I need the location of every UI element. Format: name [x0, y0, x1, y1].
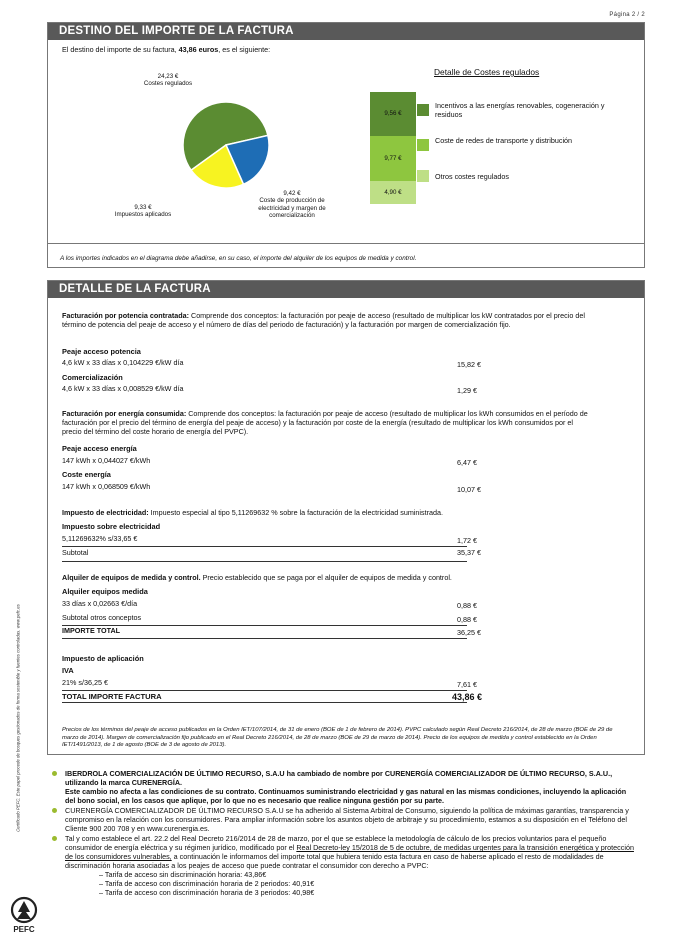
detalle-footnote: Precios de los términos del peaje de acceso publicados en la Orden IET/107/2014, de 31 de enero (BOE de 1 de febrero de 2014). PVPC calculado según Real Decreto 216/2014, de 28 de marzo (BOE de 29 de marzo de 2014). Margen de comercialización fijo publicado en el Real Decreto 216/2014, de 28 de marzo (BOE de 29 de marzo de 2014). Precio de los equipos de medida y control establecido en la Orden IET/1491/2013, de 1 de agosto (BOE de 3 de agosto de 2013). [62, 727, 613, 749]
legend-swatch-redes [417, 139, 429, 151]
stack-segment-otros [370, 181, 416, 204]
importe-total-amount: 36,25 € [457, 628, 481, 637]
iva-heading: IVA [62, 666, 74, 675]
legend-item-otros: Otros costes regulados [435, 172, 509, 181]
bullet-icon [52, 771, 57, 776]
stack-value-label: 9,77 € [384, 154, 402, 162]
impuesto-electricidad-heading: Impuesto sobre electricidad [62, 522, 161, 531]
notices-list [48, 769, 638, 898]
stack-value-label: 9,56 € [384, 110, 402, 118]
pie-label-coste-produccion: 9,42 € Coste de producción de electricidad y margen de comercialización [258, 190, 326, 219]
coste-energia-amount: 10,07 € [457, 485, 481, 494]
destino-section [47, 22, 645, 268]
alquiler-description: Alquiler de equipos de medida y control. Precio establecido que se paga por el alquiler de equipos de medida y control. [62, 573, 452, 582]
potencia-description: Facturación por potencia contratada: Comprende dos conceptos: la facturación por peaje de acceso (resultado de multiplicar los kW contratados por el precio del término de potencia del peaje de acceso y el número de días del periodo de facturación) y la facturación por margen de comercialización fijo. [62, 311, 585, 329]
real-decreto-link[interactable]: Real Decreto-ley 15/2018 de 5 de octubre, de medidas urgentes para la transición energética y protección de los consumidores vulnerables, [65, 843, 634, 861]
pie-label-costes-regulados: 24,23 € Costes regulados [143, 73, 193, 88]
peaje-energia-heading: Peaje acceso energía [62, 444, 137, 453]
subtotal-label: Subtotal [62, 548, 89, 557]
peaje-potencia-calc: 4,6 kW x 33 días x 0,104229 €/kW día [62, 358, 184, 367]
notice-arbitraje: CURENERGÍA COMERCIALIZADOR DE ÚLTIMO RECURSO S.A.U se ha adherido al Sistema Arbitral de Consumo, siguiendo la política de máximas garantías, transparencia y compromiso en la relación con los consumidores. Para ampliar información sobre los asuntos objeto de arbitraje y su procedimiento, estamos a su disposición en el Teléfono del Cliente 900 200 708 y en www.curenergia.es. [48, 806, 638, 833]
peaje-potencia-heading: Peaje acceso potencia [62, 347, 141, 356]
total-factura-underline [62, 702, 467, 703]
stacked-bar [370, 92, 416, 204]
legend-swatch-otros [417, 170, 429, 182]
coste-energia-heading: Coste energía [62, 470, 111, 479]
detalle-title: DETALLE DE LA FACTURA [48, 281, 644, 298]
iva-calc: 21% s/36,25 € [62, 678, 108, 687]
comercializacion-heading: Comercialización [62, 373, 123, 382]
tarifa-sin-discriminacion: – Tarifa de acceso sin discriminación horaria: 43,86€ [99, 870, 267, 879]
total-factura-label: TOTAL IMPORTE FACTURA [62, 692, 162, 701]
alquiler-equipos-amount: 0,88 € [457, 601, 477, 610]
energia-description: Facturación por energía consumida: Comprende dos conceptos: la facturación por peaje de acceso (resultado de multiplicar los kWh consumidos en el período de facturación por el precio del término de energía del peaje de acceso) y la facturación por coste de la energía (resultado de multiplicar los kWh consumidos por el precio del término del coste horario de energía del PVPC). [62, 409, 588, 436]
pefc-logo [7, 895, 41, 937]
iva-amount: 7,61 € [457, 680, 477, 689]
total-factura-amount: 43,86 € [452, 692, 483, 702]
destino-footnote: A los importes indicados en el diagrama debe añadirse, en su caso, el importe del alquiler de los equipos de medida y control. [60, 255, 417, 262]
peaje-potencia-amount: 15,82 € [457, 360, 481, 369]
importe-total-underline [62, 638, 467, 639]
stack-segment-incentivos [370, 92, 416, 136]
destino-intro: El destino del importe de su factura, 43,86 euros, es el siguiente: [62, 45, 271, 54]
subtotal-amount: 35,37 € [457, 548, 481, 557]
subtotal-rule [62, 546, 467, 547]
svg-text:PEFC: PEFC [13, 925, 35, 934]
peaje-energia-amount: 6,47 € [457, 458, 477, 467]
total-factura-rule [62, 690, 467, 691]
importe-total-rule [62, 625, 467, 626]
pie-label-impuestos: 9,33 € Impuestos aplicados [114, 204, 172, 219]
comercializacion-amount: 1,29 € [457, 386, 477, 395]
subtotal-otros-label: Subtotal otros conceptos [62, 613, 142, 622]
destino-divider [48, 243, 644, 244]
alquiler-equipos-heading: Alquiler equipos medida [62, 587, 148, 596]
importe-total-label: IMPORTE TOTAL [62, 626, 121, 635]
stack-segment-redes [370, 136, 416, 181]
tarifas-list [65, 870, 638, 897]
tarifa-2-periodos: – Tarifa de acceso con discriminación horaria de 2 periodos: 40,91€ [99, 879, 315, 888]
legend-item-incentivos: Incentivos a las energías renovables, cogeneración y residuos [435, 101, 605, 119]
stack-value-label: 4,90 € [384, 188, 402, 196]
subtotal-underline [62, 561, 467, 562]
coste-energia-calc: 147 kWh x 0,068509 €/kWh [62, 482, 151, 491]
comercializacion-calc: 4,6 kW x 33 días x 0,008529 €/kW día [62, 384, 184, 393]
legend-item-redes: Coste de redes de transporte y distribución [435, 136, 573, 145]
impuesto-aplicacion-heading: Impuesto de aplicación [62, 654, 144, 663]
impuesto-electricidad-calc: 5,11269632% s/33,65 € [62, 534, 138, 543]
destino-title: DESTINO DEL IMPORTE DE LA FACTURA [48, 23, 644, 40]
detalle-costes-title: Detalle de Costes regulados [434, 67, 540, 77]
notice-pvpc: Tal y como establece el art. 22.2 del Real Decreto 216/2014 de 28 de marzo, por el que se establece la metodología de cálculo de los precios voluntarios para el pequeño consumidor de energía eléctrica y su régimen jurídico, modificado por el Real Decreto-ley 15/2018 de 5 de octubre, de medidas urgentes para la transición energética y protección de los consumidores vulnerables, a continuación le informamos del importe total que hubiera tenido esta factura en caso de haberse aplicado el resto de modalidades de discriminación horaria asociadas a los peajes de acceso que puede contratar el consumidor con derecho a PVPC: – Tarifa de acceso sin discriminación horaria: 43,86€ – Tarifa de acceso con discriminación horaria de 2 periodos: 40,91€ – Tarifa de acceso con discriminación horaria de 3 periodos: 40,98€ [48, 834, 638, 897]
impuesto-electricidad-amount: 1,72 € [457, 536, 477, 545]
legend-swatch-incentivos [417, 104, 429, 116]
pefc-certification-text: Certificado PEFC. Este papel procede de bosques gestionados de forma sostenible y fuentes controladas. www.pefc.es [15, 603, 21, 832]
alquiler-equipos-calc: 33 días x 0,02663 €/día [62, 599, 138, 608]
tarifa-3-periodos: – Tarifa de acceso con discriminación horaria de 3 periodos: 40,98€ [99, 888, 315, 897]
page-number: Página 2 / 2 [609, 12, 645, 18]
pie-chart [48, 23, 646, 269]
bullet-icon [52, 808, 57, 813]
notice-nombre: IBERDROLA COMERCIALIZACIÓN DE ÚLTIMO RECURSO, S.A.U ha cambiado de nombre por CURENERGÍA COMERCIALIZADOR DE ÚLTIMO RECURSO, S.A.U., utilizando la marca CURENERGÍA. Este cambio no afecta a las condiciones de su contrato. Continuamos suministrando electricidad y gas natural en las mismas condiciones, incluyendo la aplicación del bono social, en los casos que aplique, por lo que no es necesario que realice ninguna gestión por su parte. [48, 769, 638, 805]
bullet-icon [52, 836, 57, 841]
detalle-section [47, 280, 645, 755]
peaje-energia-calc: 147 kWh x 0,044027 €/kWh [62, 456, 151, 465]
subtotal-otros-amount: 0,88 € [457, 615, 477, 624]
impuesto-description: Impuesto de electricidad: Impuesto especial al tipo 5,11269632 % sobre la facturación de la electricidad suministrada. [62, 508, 443, 517]
